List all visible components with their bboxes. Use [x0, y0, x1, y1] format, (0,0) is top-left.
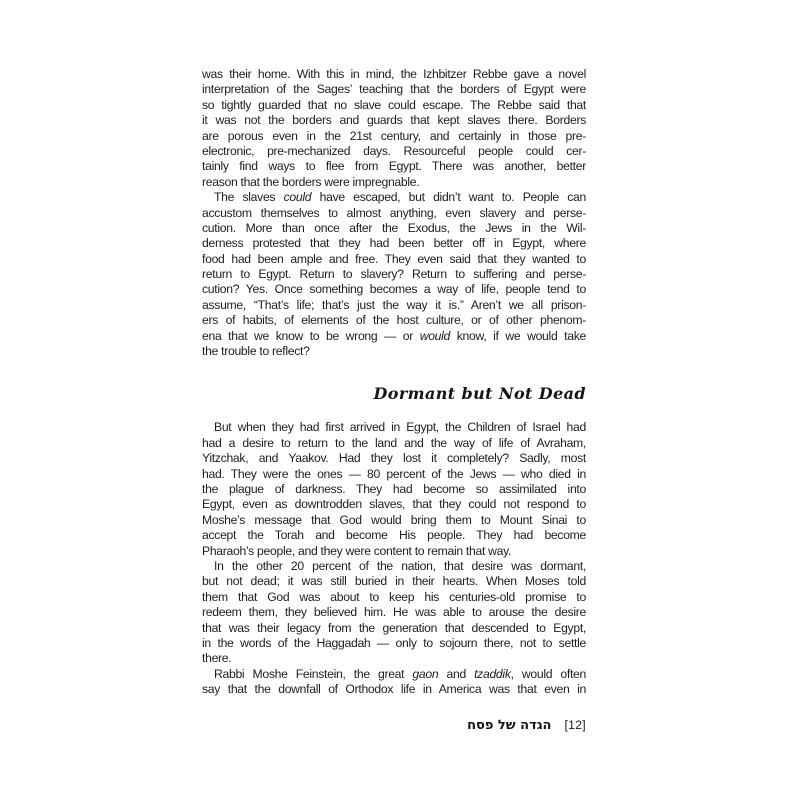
text-line [202, 574, 586, 589]
text-line [202, 298, 586, 313]
text-line [202, 190, 586, 205]
text-segment: them that God was about to keep his centuries-old promise to [202, 589, 586, 604]
text-line [202, 651, 586, 666]
text-segment: it was not the borders and guards that kept slaves there. Borders [202, 113, 586, 128]
text-line [202, 605, 586, 620]
text-line [202, 636, 586, 651]
text-segment: have escaped, but didn’t want to. People can [311, 190, 586, 205]
text-segment: Moshe’s message that God would bring them to Mount Sinai to [202, 512, 586, 527]
text-line [202, 544, 586, 559]
text-segment: food had been ample and free. They even said that they wanted to [202, 251, 586, 266]
text-line [202, 129, 586, 144]
footer-hebrew-title: הגדה של פסח [467, 718, 552, 733]
text-line [202, 528, 586, 543]
text-segment: cution? Yes. Once something becomes a way of life, people tend to [202, 282, 586, 297]
text-segment: there. [202, 651, 232, 666]
text-line [202, 420, 586, 435]
italic-text-segment: tzaddik [474, 666, 511, 681]
text-segment: are porous even in the 21st century, and certainly in those pre- [202, 128, 586, 143]
text-line [202, 113, 586, 128]
text-line [202, 329, 586, 344]
text-segment: Egypt, even as downtrodden slaves, that they could not respond to [202, 497, 586, 512]
text-segment: had a desire to return to the land and the way of life of Avraham, [202, 435, 586, 450]
text-segment: Rabbi Moshe Feinstein, the great [214, 666, 413, 681]
paragraph [202, 559, 586, 667]
text-line [202, 451, 586, 466]
text-segment: but not dead; it was still buried in their hearts. When Moses told [202, 574, 586, 589]
text-line [202, 206, 586, 221]
text-line [202, 513, 586, 528]
text-segment: tainly find ways to flee from Egypt. There was another, better [202, 159, 586, 174]
text-segment: had. They were the ones — 80 percent of the Jews — who died in [202, 466, 586, 481]
text-line [202, 175, 586, 190]
text-segment: and [438, 666, 475, 681]
paragraph [202, 420, 586, 559]
text-segment: electronic, pre-mechanized days. Resourceful people could cer- [202, 143, 586, 158]
section-heading: Dormant but Not Dead [373, 384, 586, 404]
text-segment: ena that we know to be wrong — or [202, 328, 420, 343]
text-line [202, 667, 586, 682]
text-line [202, 252, 586, 267]
text-line [202, 82, 586, 97]
text-line [202, 144, 586, 159]
text-segment: In the other 20 percent of the nation, that desire was dormant, [214, 558, 586, 573]
text-line [202, 590, 586, 605]
text-segment: redeem them, they believed him. He was able to arouse the desire [202, 605, 586, 620]
paragraph [202, 67, 586, 190]
text-line [202, 159, 586, 174]
text-segment: , would often [510, 666, 586, 681]
text-segment: the trouble to reflect? [202, 344, 310, 359]
text-segment: the plague of darkness. They had become so assimilated into [202, 481, 586, 496]
text-segment: cution. More than once after the Exodus, the Jews in the Wil- [202, 220, 586, 235]
text-segment: assume, “That’s life; that’s just the way it is.” Aren’t we all prison- [202, 297, 586, 312]
text-segment: in the words of the Haggadah — only to sojourn there, not to settle [202, 635, 586, 650]
paragraph [202, 190, 586, 359]
text-segment: reason that the borders were impregnable. [202, 174, 420, 189]
text-segment: that was their legacy from the generation that descended to Egypt, [202, 620, 586, 635]
text-line [202, 282, 586, 297]
text-line [202, 313, 586, 328]
footer-page-number: [12] [564, 718, 586, 732]
text-segment: ers of habits, of elements of the host culture, or of other phenom- [202, 313, 586, 328]
text-segment: accustom themselves to almost anything, even slavery and perse- [202, 205, 586, 220]
text-line [202, 221, 586, 236]
page-footer [202, 717, 586, 733]
text-segment: say that the downfall of Orthodox life in America was that even in [202, 682, 586, 697]
text-segment: return to Egypt. Return to slavery? Return to suffering and perse- [202, 267, 586, 282]
text-line [202, 267, 586, 282]
text-line [202, 344, 586, 359]
text-line [202, 482, 586, 497]
text-segment: know, if we would take [450, 328, 586, 343]
italic-text-segment: would [419, 328, 451, 343]
text-block [202, 67, 586, 697]
text-line [202, 436, 586, 451]
text-line [202, 98, 586, 113]
italic-text-segment: could [283, 190, 312, 205]
text-segment: so tightly guarded that no slave could escape. The Rebbe said that [202, 97, 586, 112]
text-segment: interpretation of the Sages’ teaching that the borders of Egypt were [202, 82, 586, 97]
text-line [202, 497, 586, 512]
paragraph [202, 667, 586, 698]
text-line [202, 67, 586, 82]
text-segment: was their home. With this in mind, the Izhbitzer Rebbe gave a novel [202, 67, 586, 81]
text-segment: Pharaoh’s people, and they were content to remain that way. [202, 543, 512, 558]
text-segment: accept the Torah and become His people. They had become [202, 528, 586, 543]
text-line [202, 682, 586, 697]
text-line [202, 467, 586, 482]
text-segment: But when they had first arrived in Egypt, the Children of Israel had [214, 420, 586, 435]
text-segment: The slaves [214, 190, 284, 205]
text-line [202, 621, 586, 636]
text-segment: Yitzchak, and Yaakov. Had they lost it completely? Sadly, most [202, 451, 586, 466]
text-line [202, 559, 586, 574]
text-line [202, 236, 586, 251]
italic-text-segment: gaon [412, 666, 439, 681]
text-segment: derness protested that they had been better off in Egypt, where [202, 236, 586, 251]
